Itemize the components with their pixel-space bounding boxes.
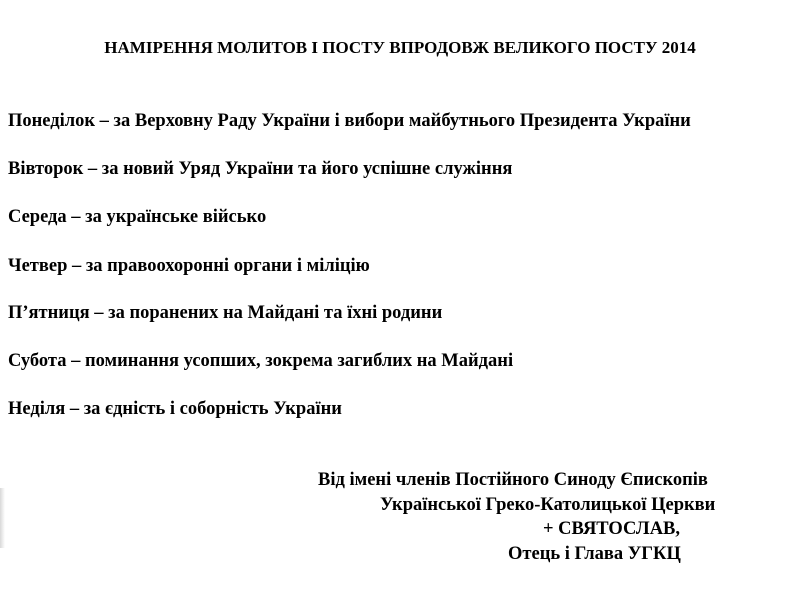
intention-sunday: Неділя – за єдність і соборність України: [8, 399, 342, 419]
signature-line-position: Отець і Глава УГКЦ: [508, 544, 681, 564]
intention-thursday: Четвер – за правоохоронні органи і міліцію: [8, 256, 370, 276]
intention-wednesday: Середа – за українське військо: [8, 207, 267, 227]
signature-line-name: + СВЯТОСЛАВ,: [543, 519, 681, 539]
intention-saturday: Субота – поминання усопших, зокрема загиблих на Майдані: [8, 351, 514, 371]
page-title: НАМІРЕННЯ МОЛИТОВ І ПОСТУ ВПРОДОВЖ ВЕЛИКОГО ПОСТУ 2014: [104, 38, 696, 57]
scan-edge-shadow: [0, 488, 5, 548]
signature-line-church: Української Греко-Католицької Церкви: [380, 495, 716, 515]
signature-line-synod: Від імені членів Постійного Синоду Єпископів: [318, 470, 708, 490]
intention-tuesday: Вівторок – за новий Уряд України та його успішне служіння: [8, 159, 513, 179]
intention-friday: П’ятниця – за поранених на Майдані та їхні родини: [8, 303, 443, 323]
intention-monday: Понеділок – за Верховну Раду України і вибори майбутнього Президента України: [8, 111, 691, 131]
